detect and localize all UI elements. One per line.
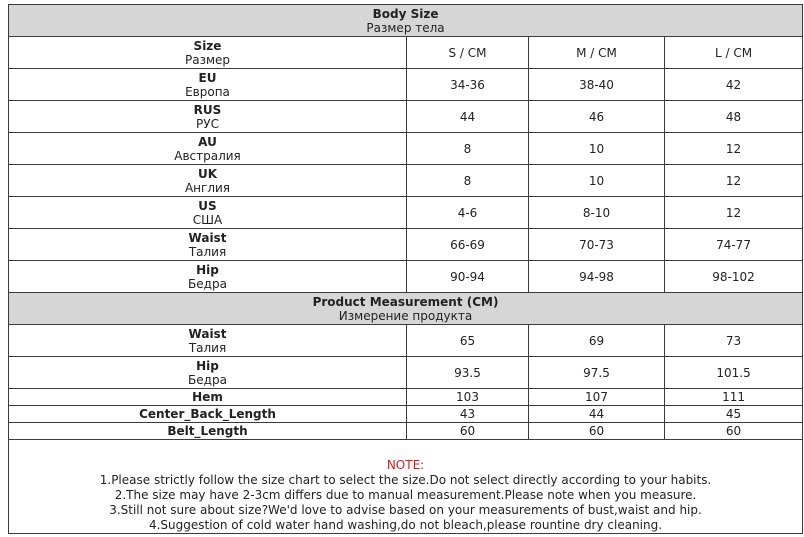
note-title: NOTE: bbox=[386, 458, 425, 472]
row-label-ru: Англия bbox=[184, 180, 231, 195]
cell-value: 8 bbox=[407, 133, 529, 165]
cell-value: 94-98 bbox=[529, 261, 665, 293]
row-label: Hem bbox=[192, 390, 223, 404]
row-label: Belt_Length bbox=[167, 424, 248, 438]
cell-value: 44 bbox=[529, 406, 665, 423]
cell-value: 70-73 bbox=[529, 229, 665, 261]
table-row bbox=[9, 406, 803, 423]
cell-value: 73 bbox=[665, 325, 803, 357]
cell-value: 8 bbox=[407, 165, 529, 197]
col-header-s: S / CM bbox=[407, 37, 529, 69]
body-size-title-ru: Размер тела bbox=[366, 20, 445, 35]
row-label-ru: Талия bbox=[188, 244, 227, 259]
cell-value: 60 bbox=[529, 423, 665, 440]
notes-row bbox=[9, 440, 803, 534]
note-line-3: 3.Still not sure about size?We'd love to advise based on your measurements of bust,waist and hip. bbox=[109, 503, 702, 517]
cell-value: 60 bbox=[407, 423, 529, 440]
cell-value: 42 bbox=[665, 69, 803, 101]
row-label: Waist bbox=[188, 326, 227, 341]
size-table bbox=[8, 4, 803, 534]
cell-value: 97.5 bbox=[529, 357, 665, 389]
cell-value: 101.5 bbox=[665, 357, 803, 389]
row-label: US bbox=[198, 198, 217, 213]
body-size-header bbox=[9, 5, 803, 37]
cell-value: 8-10 bbox=[529, 197, 665, 229]
size-label-ru: Размер bbox=[184, 52, 231, 67]
row-label: Hip bbox=[196, 358, 219, 373]
col-header-m: M / CM bbox=[529, 37, 665, 69]
cell-value: 38-40 bbox=[529, 69, 665, 101]
row-label-ru: США bbox=[192, 212, 223, 227]
table-row bbox=[9, 69, 803, 101]
cell-value: 12 bbox=[665, 133, 803, 165]
cell-value: 44 bbox=[407, 101, 529, 133]
table-row bbox=[9, 389, 803, 406]
row-label: EU bbox=[198, 70, 217, 85]
table-row bbox=[9, 197, 803, 229]
cell-value: 111 bbox=[665, 389, 803, 406]
table-row bbox=[9, 165, 803, 197]
cell-value: 60 bbox=[665, 423, 803, 440]
table-row bbox=[9, 423, 803, 440]
cell-value: 10 bbox=[529, 133, 665, 165]
row-label-ru: Бедра bbox=[188, 276, 227, 291]
cell-value: 66-69 bbox=[407, 229, 529, 261]
product-measurement-header bbox=[9, 293, 803, 325]
cell-value: 107 bbox=[529, 389, 665, 406]
cell-value: 74-77 bbox=[665, 229, 803, 261]
size-label: Size bbox=[193, 38, 222, 53]
table-row bbox=[9, 101, 803, 133]
row-label-ru: Бедра bbox=[188, 372, 227, 387]
row-label: RUS bbox=[193, 102, 222, 117]
cell-value: 45 bbox=[665, 406, 803, 423]
note-line-4: 4.Suggestion of cold water hand washing,do not bleach,please rountine dry cleaning. bbox=[148, 518, 663, 532]
table-row bbox=[9, 325, 803, 357]
cell-value: 34-36 bbox=[407, 69, 529, 101]
body-size-title: Body Size bbox=[372, 6, 439, 21]
table-row bbox=[9, 133, 803, 165]
cell-value: 10 bbox=[529, 165, 665, 197]
table-row bbox=[9, 261, 803, 293]
product-title: Product Measurement (CM) bbox=[312, 294, 499, 309]
note-line-1: 1.Please strictly follow the size chart to select the size.Do not select directly according to your habits. bbox=[99, 473, 712, 487]
col-header-l: L / CM bbox=[665, 37, 803, 69]
cell-value: 103 bbox=[407, 389, 529, 406]
row-label-ru: Европа bbox=[185, 84, 230, 99]
product-title-ru: Измерение продукта bbox=[338, 308, 473, 323]
row-label-ru: Австралия bbox=[174, 148, 241, 163]
cell-value: 43 bbox=[407, 406, 529, 423]
cell-value: 65 bbox=[407, 325, 529, 357]
cell-value: 90-94 bbox=[407, 261, 529, 293]
cell-value: 69 bbox=[529, 325, 665, 357]
cell-value: 93.5 bbox=[407, 357, 529, 389]
row-label-ru: Талия bbox=[188, 340, 227, 355]
cell-value: 4-6 bbox=[407, 197, 529, 229]
table-row bbox=[9, 229, 803, 261]
note-line-2: 2.The size may have 2-3cm differs due to manual measurement.Please note when you measure. bbox=[114, 488, 697, 502]
row-label: Waist bbox=[188, 230, 227, 245]
cell-value: 12 bbox=[665, 165, 803, 197]
cell-value: 48 bbox=[665, 101, 803, 133]
size-header-row bbox=[9, 37, 803, 69]
row-label: Hip bbox=[196, 262, 219, 277]
row-label: Center_Back_Length bbox=[139, 407, 276, 421]
row-label: AU bbox=[198, 134, 217, 149]
size-chart bbox=[8, 4, 802, 534]
cell-value: 98-102 bbox=[665, 261, 803, 293]
row-label: UK bbox=[197, 166, 218, 181]
cell-value: 12 bbox=[665, 197, 803, 229]
table-row bbox=[9, 357, 803, 389]
cell-value: 46 bbox=[529, 101, 665, 133]
row-label-ru: РУС bbox=[196, 116, 219, 131]
